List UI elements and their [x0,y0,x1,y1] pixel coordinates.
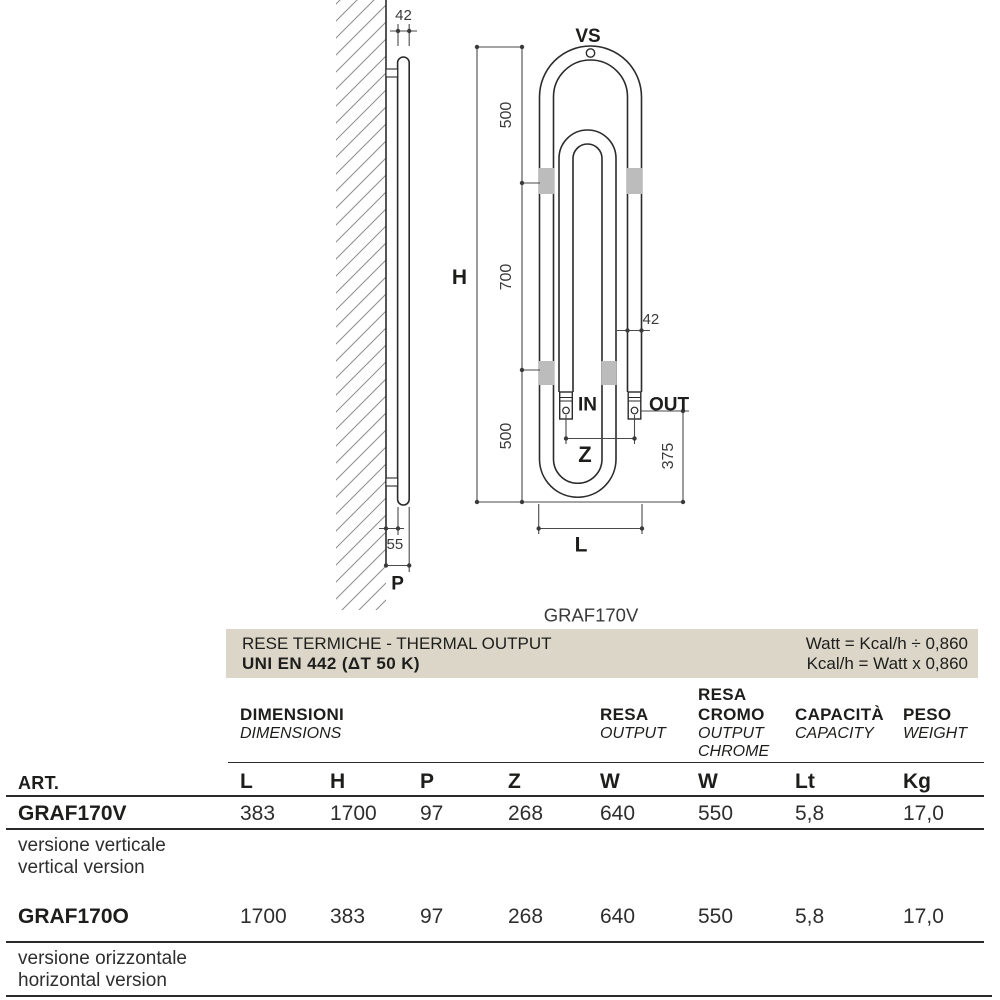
group-header-rule [228,762,984,763]
row2-rule [6,941,984,943]
side-dim-55: 55 [386,536,404,553]
group-capacity-it: CAPACITÀ [795,705,884,724]
row1-rule [6,828,984,830]
group-weight-it: PESO [903,705,952,724]
group-dimensions-it: DIMENSIONI [240,705,345,724]
thermal-output-title: RESE TERMICHE - THERMAL OUTPUT [242,634,552,653]
unit-w-chrome: W [698,770,718,793]
row2-output-chrome: 550 [698,905,734,928]
dim-500-bottom: 500 [498,422,515,450]
group-output-it: RESA [600,705,649,724]
model-caption: GRAF170V [543,604,639,625]
row2-note-en: horizontal version [18,969,167,991]
unit-lt: Lt [795,770,815,793]
formula-watt: Watt = Kcal/h ÷ 0,860 [805,634,968,653]
group-capacity-en: CAPACITY [795,725,874,742]
width-label-l: L [574,533,588,557]
air-vent [586,49,594,57]
row-graf170o-art: GRAF170O [18,905,129,928]
column-group-weight [903,705,967,743]
unit-h: H [330,770,346,793]
vent-label-vs: VS [575,26,601,47]
row1-z: 268 [508,802,544,825]
conversion-formulas [806,634,968,673]
dim-42-tube: 42 [642,311,660,328]
group-dimensions-en: DIMENSIONS [240,725,342,742]
outlet-label-out: OUT [649,394,690,416]
inlet-label-in: IN [578,394,597,416]
depth-label-p: P [391,573,404,595]
column-group-output [600,705,666,743]
row1-l: 383 [240,802,276,825]
art-column-header: ART. [18,773,60,793]
wall-bracket-bottom [386,478,398,486]
group-output-en: OUTPUT [600,725,666,742]
row1-note-it: versione verticale [18,835,166,856]
row1-output: 640 [600,802,636,825]
row1-capacity: 5,8 [795,802,825,825]
unit-kg: Kg [903,770,931,793]
column-group-output-chrome [698,685,769,761]
thermal-output-standard: UNI EN 442 (ΔT 50 K) [242,653,420,673]
dim-375: 375 [660,442,677,470]
inlet-fitting [560,392,573,419]
radiator-tube-outline [547,53,635,490]
dim-700-mid: 700 [498,263,515,291]
row2-capacity: 5,8 [795,905,825,928]
row2-l: 1700 [240,905,287,928]
row2-z: 268 [508,905,544,928]
group-weight-en: WEIGHT [903,725,967,742]
side-dim-42: 42 [395,7,412,24]
height-label-h: H [451,266,467,289]
row1-note-en: vertical version [18,856,145,878]
unit-l: L [240,770,253,793]
row2-note [18,948,187,991]
row2-h: 383 [330,905,366,928]
row-graf170v-art: GRAF170V [18,802,127,825]
bottom-rule [6,995,992,997]
outlet-fitting [628,392,641,419]
row2-p: 97 [420,905,444,928]
row1-p: 97 [420,802,444,825]
row2-output: 640 [600,905,636,928]
unit-z: Z [508,770,521,793]
group-output-chrome-it: RESA CROMO [698,685,765,724]
unit-w-output: W [600,770,620,793]
formula-kcal: Kcal/h = Watt x 0,860 [806,653,968,673]
front-view [452,26,690,557]
row2-note-it: versione orizzontale [18,948,187,969]
dim-500-top: 500 [498,101,515,129]
row2-weight: 17,0 [903,905,944,928]
row1-note [18,835,166,878]
thermal-output-header [226,629,978,678]
row1-weight: 17,0 [903,802,944,825]
column-group-dimensions [240,705,344,743]
wall-bracket-top [386,69,398,77]
row1-h: 1700 [330,802,377,825]
side-tube [398,57,410,505]
header-rule-thick [6,795,984,798]
group-output-chrome-en: OUTPUT CHROME [698,725,770,760]
wall-section [336,0,386,610]
row1-output-chrome: 550 [698,802,734,825]
thermal-output-titles [242,634,552,673]
pitch-label-z: Z [578,442,592,467]
unit-p: P [420,770,435,793]
column-group-capacity [795,705,884,743]
